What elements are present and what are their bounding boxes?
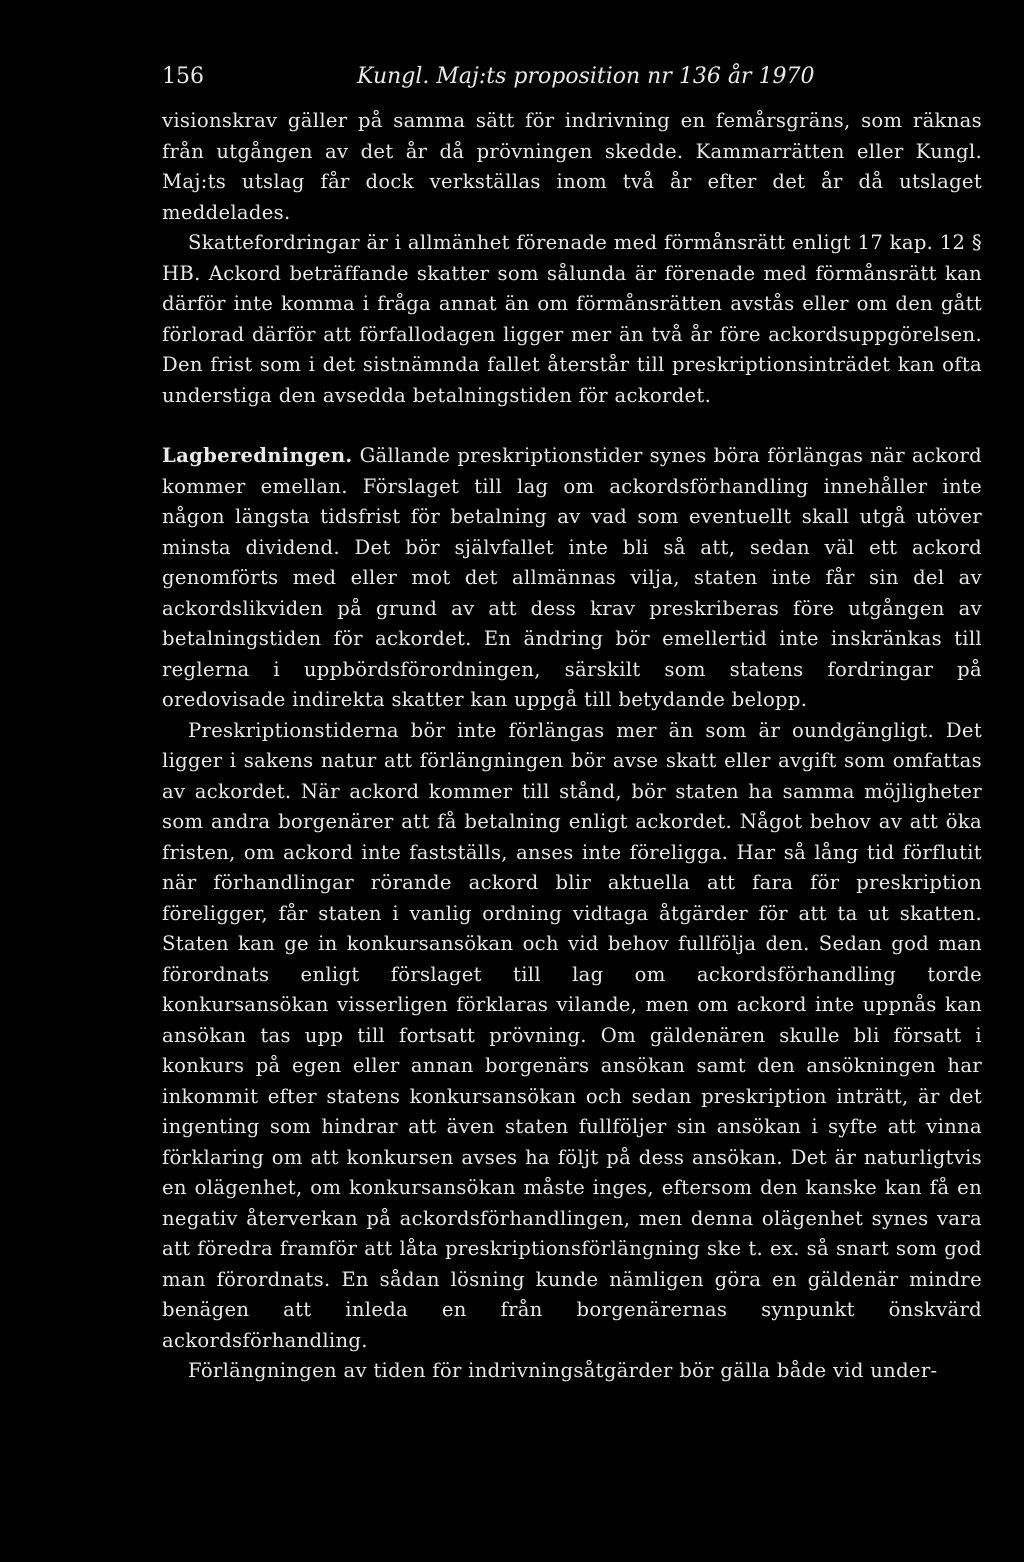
paragraph-lagberedningen — [162, 441, 982, 716]
running-title: Kungl. Maj:ts proposition nr 136 år 1970 — [357, 64, 815, 89]
paragraph-forlangningen: Förlängningen av tiden för indrivningsåtgärder bör gälla både vid under- — [188, 1359, 938, 1382]
paragraph-skattefordringar: Skattefordringar är i allmänhet förenade med förmånsrätt enligt 17 kap. 12 § HB. Ackord beträffande skatter som sålunda är förenade med förmånsrätt kan därför inte komma i fråga annat än om förmånsrätten avstås eller om den gått förlorad därför att förfallodagen ligger mer än två år före ackordsuppgörelsen. Den frist som i det sistnämnda fallet återstår till preskriptionsinträdet kan ofta understiga den avsedda betalningstiden för ackordet. — [162, 231, 982, 407]
document-page — [162, 62, 982, 1387]
paragraph-continuation: visionskrav gäller på samma sätt för indrivning en femårsgräns, som räknas från utgången av det år då prövningen skedde. Kammarrätten eller Kungl. Maj:ts utslag får dock verkställas inom två år efter det år då utslaget meddelades. — [162, 109, 982, 224]
body-text — [162, 106, 982, 1387]
paragraph-lagberedningen-text: Gällande preskriptionstider synes böra förlängas när ackord kommer emellan. Förslaget till lag om ackordsförhandling innehåller inte någon längsta tidsfrist för betalning av vad som eventuellt skall utgå utöver minsta dividend. Det bör självfallet inte bli så att, sedan väl ett ackord genomförts med eller mot det allmännas vilja, staten inte får sin del av ackordslikviden på grund av att dess krav preskriberas före utgången av betalningstiden för ackordet. En ändring bör emellertid inte inskränkas till reglerna i uppbördsförordningen, särskilt som statens fordringar på oredovisade indirekta skatter kan uppgå till betydande belopp. — [162, 444, 982, 711]
page-number: 156 — [162, 64, 204, 89]
page-header — [162, 62, 982, 92]
paragraph-preskriptionstiderna: Preskriptionstiderna bör inte förlängas mer än som är oundgängligt. Det ligger i sakens natur att förlängningen bör avse skatt eller avgift som omfattas av ackordet. När ackord kommer till stånd, bör staten ha samma möjligheter som andra borgenärer att få betalning enligt ackordet. Något behov av att öka fristen, om ackord inte fastställs, anses inte föreligga. Har så lång tid förflutit när förhandlingar rörande ackord blir aktuella att fara för preskription föreligger, får staten i vanlig ordning vidtaga åtgärder för att ta ut skatten. Staten kan ge in konkursansökan och vid behov fullfölja den. Sedan god man förordnats enligt förslaget till lag om ackordsförhandling torde konkursansökan visserligen förklaras vilande, men om ackord inte uppnås kan ansökan tas upp till fortsatt prövning. Om gäldenären skulle bli försatt i konkurs på egen eller annan borgenärs ansökan samt den ansökningen har inkommit efter statens konkursansökan och sedan preskription inträtt, är det ingenting som hindrar att även staten fullföljer sin ansökan i syfte att vinna förklaring om att konkursen avses ha följt på dess ansökan. Det är naturligtvis en olägenhet, om konkursansökan måste inges, eftersom den kanske kan få en negativ återverkan på ackordsförhandlingen, men denna olägenhet synes vara att föredra framför att låta preskriptionsförlängning ske t. ex. så snart som god man förordnats. En sådan lösning kunde nämligen göra en gäldenär mindre benägen att inleda en från borgenärernas synpunkt önskvärd ackordsförhandling. — [162, 718, 982, 1352]
section-heading: Lagberedningen. — [162, 444, 353, 467]
